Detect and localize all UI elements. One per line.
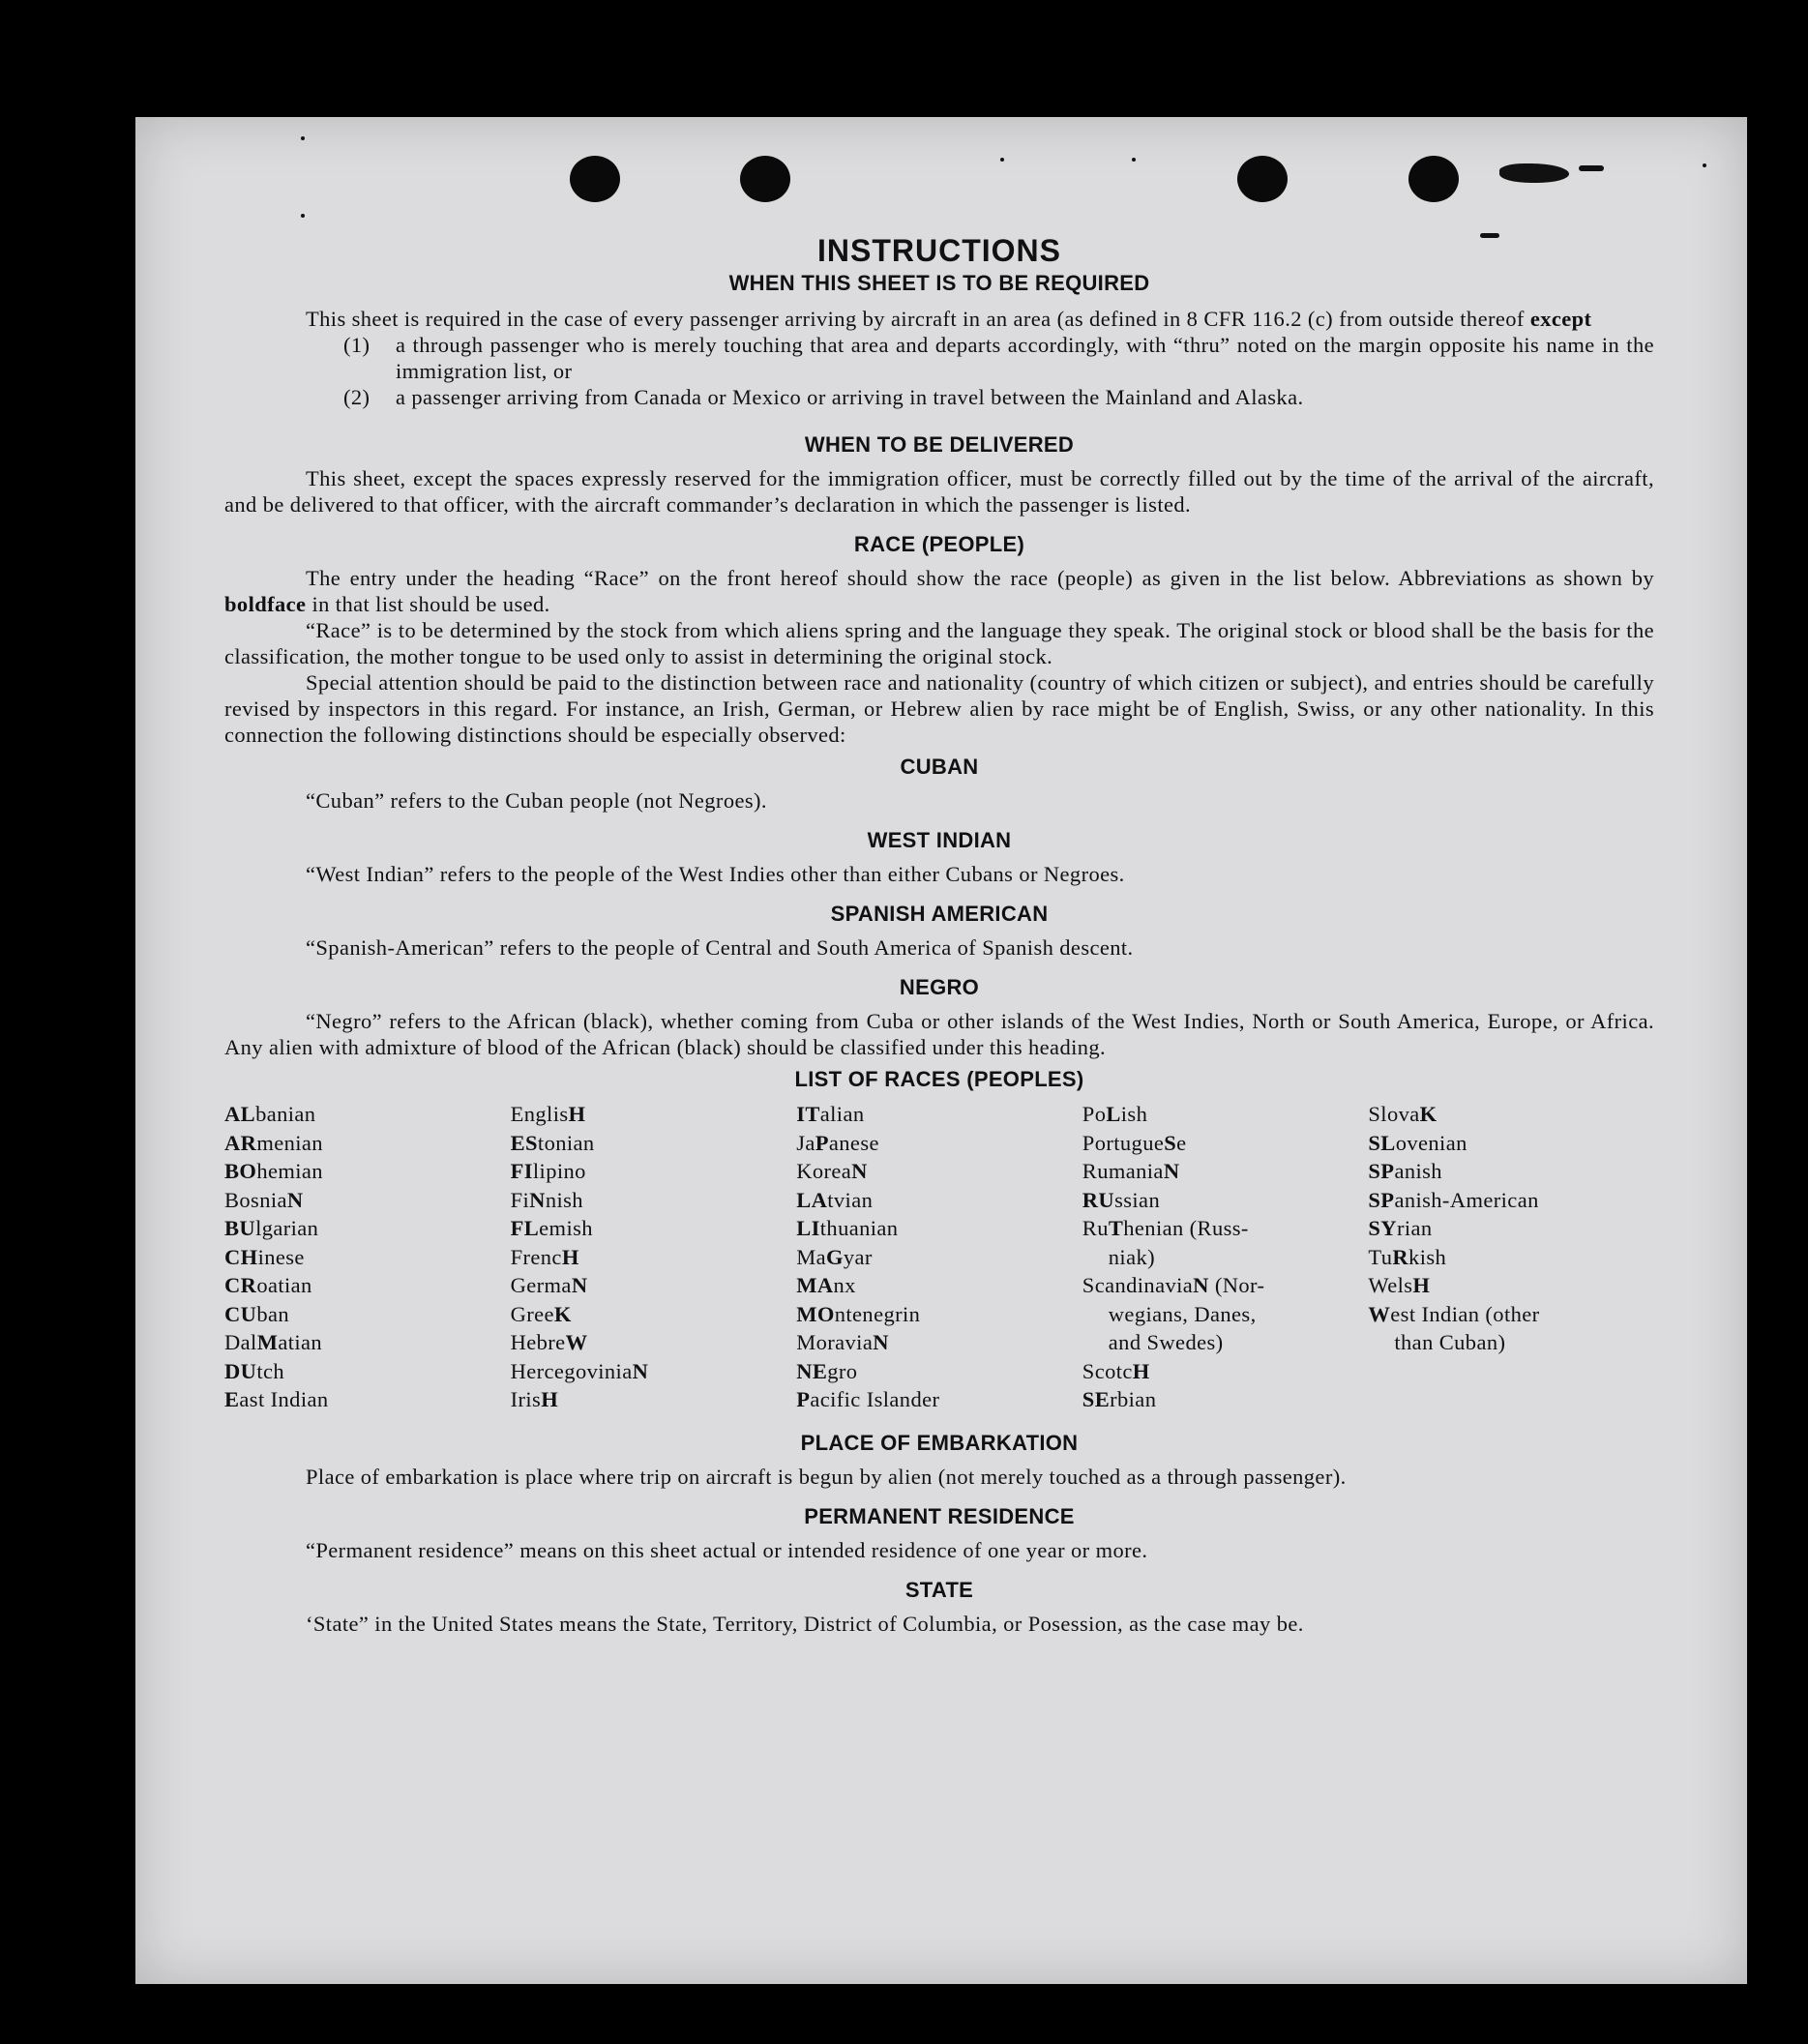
race-item: MaGyar xyxy=(796,1244,873,1269)
delivered-text: This sheet, except the spaces expressly reserved for the immigration officer, must be correctly filled out by the time of the arrival of the aircraft, and be delivered to that officer, with the aircraft commander’s declaration in which the passenger is listed. xyxy=(224,466,1654,517)
race-item: MAnx xyxy=(796,1273,856,1297)
punch-hole xyxy=(740,156,790,202)
race-p1-text-end: in that list should be used. xyxy=(306,592,550,616)
race-item: LAtvian xyxy=(796,1187,874,1212)
race-item: than Cuban) xyxy=(1394,1330,1506,1354)
race-item: RuThenian (Russ- xyxy=(1082,1216,1249,1240)
race-item: FrencH xyxy=(510,1244,579,1269)
race-item: SlovaK xyxy=(1368,1102,1438,1126)
race-item: SErbian xyxy=(1082,1387,1157,1411)
race-item: West Indian (other xyxy=(1368,1301,1540,1326)
race-item: NEgro xyxy=(796,1358,858,1383)
ink-blot xyxy=(1499,163,1569,183)
heading-embarkation: PLACE OF EMBARKATION xyxy=(800,1430,1079,1455)
speck xyxy=(1000,158,1004,162)
race-p1-bold: boldface xyxy=(224,592,307,616)
race-item: niak) xyxy=(1108,1244,1156,1269)
required-intro-text: This sheet is required in the case of every passenger arriving by aircraft in an area (as defined in 8 CFR 116.2 (c) from outside thereof xyxy=(306,307,1530,331)
page-title: INSTRUCTIONS xyxy=(817,233,1061,268)
race-item: TuRkish xyxy=(1368,1244,1447,1269)
heading-west-indian: WEST INDIAN xyxy=(867,828,1012,852)
residence-text: “Permanent residence” means on this sheet actual or intended residence of one year or more. xyxy=(306,1537,1148,1562)
punch-hole xyxy=(1237,156,1288,202)
race-item: JaPanese xyxy=(796,1130,879,1155)
race-item: RumaniaN xyxy=(1082,1159,1180,1183)
race-item: SLovenian xyxy=(1368,1130,1467,1155)
race-item: ALbanian xyxy=(224,1102,316,1126)
heading-negro: NEGRO xyxy=(899,975,980,999)
race-item: ARmenian xyxy=(224,1130,323,1155)
race-item: WelsH xyxy=(1368,1273,1431,1297)
required-intro-bold: except xyxy=(1529,307,1592,331)
race-item: DalMatian xyxy=(224,1330,323,1354)
heading-list-of-races: LIST OF RACES (PEOPLES) xyxy=(794,1067,1084,1091)
heading-permanent-residence: PERMANENT RESIDENCE xyxy=(804,1503,1075,1528)
race-item: SPanish xyxy=(1368,1159,1442,1183)
race-item: EnglisH xyxy=(510,1102,586,1126)
race-column xyxy=(1082,1100,1369,1414)
item-text: a passenger arriving from Canada or Mexico or arriving in travel between the Mainland and Alaska. xyxy=(396,385,1304,409)
race-item: RUssian xyxy=(1082,1187,1161,1212)
negro-text: “Negro” refers to the African (black), whether coming from Cuba or other islands of the West Indies, North or South America, Europe, or Africa. Any alien with admixture of blood of the African (black) should be classified under this heading. xyxy=(224,1009,1654,1059)
race-item: and Swedes) xyxy=(1108,1330,1224,1354)
race-list xyxy=(224,1100,1654,1414)
race-item: GreeK xyxy=(510,1301,572,1326)
race-item: FIlipino xyxy=(510,1159,586,1183)
west-indian-text: “West Indian” refers to the people of the West Indies other than either Cubans or Negroes. xyxy=(306,862,1125,886)
race-column xyxy=(511,1100,797,1414)
race-item: BUlgarian xyxy=(224,1216,319,1240)
race-item: East Indian xyxy=(224,1387,329,1411)
instructions-content xyxy=(224,233,1654,1637)
race-column xyxy=(224,1100,511,1414)
punch-hole xyxy=(1408,156,1459,202)
race-p1-text: The entry under the heading “Race” on the front hereof should show the race (people) as given in the list below. Abbreviations as shown by xyxy=(306,566,1654,590)
item-number: (1) xyxy=(343,333,370,357)
punch-hole xyxy=(570,156,620,202)
race-item: CRoatian xyxy=(224,1273,312,1297)
race-item: PoLish xyxy=(1082,1102,1148,1126)
required-item-1 xyxy=(224,332,1654,384)
race-item: PortugueSe xyxy=(1082,1130,1187,1155)
race-item: EStonian xyxy=(510,1130,595,1155)
document-sheet xyxy=(135,117,1747,1984)
race-item: CHinese xyxy=(224,1244,305,1269)
race-paragraph-1 xyxy=(224,565,1654,617)
cuban-text: “Cuban” refers to the Cuban people (not Negroes). xyxy=(306,788,767,813)
race-item: FLemish xyxy=(510,1216,593,1240)
race-item: HebreW xyxy=(510,1330,588,1354)
heading-spanish-american: SPANISH AMERICAN xyxy=(830,902,1049,926)
item-number: (2) xyxy=(343,385,370,409)
race-item: HercegoviniaN xyxy=(510,1358,649,1383)
race-item: KoreaN xyxy=(796,1159,868,1183)
race-item: wegians, Danes, xyxy=(1108,1301,1257,1326)
heading-race: RACE (PEOPLE) xyxy=(853,532,1025,556)
race-item: MoraviaN xyxy=(796,1330,889,1354)
race-paragraph-2: “Race” is to be determined by the stock from which aliens spring and the language they speak. The original stock or blood shall be the basis for the classification, the mother tongue to be used only to assist in determining the original stock. xyxy=(224,618,1654,668)
required-item-2 xyxy=(224,384,1654,410)
race-item: MOntenegrin xyxy=(796,1301,921,1326)
race-item: BosniaN xyxy=(224,1187,304,1212)
race-item: IrisH xyxy=(510,1387,559,1411)
race-paragraph-3: Special attention should be paid to the distinction between race and nationality (country of which citizen or subject), and entries should be carefully revised by inspectors in this regard. For instance, an Irish, German, or Hebrew alien by race might be of English, Swiss, or any other nationality. In this connection the following distinctions should be especially observed: xyxy=(224,670,1654,747)
ink-blot xyxy=(1579,165,1604,171)
race-item: FiNnish xyxy=(510,1187,583,1212)
embarkation-text: Place of embarkation is place where trip on aircraft is begun by alien (not merely touched as a through passenger). xyxy=(306,1464,1347,1489)
race-item: LIthuanian xyxy=(796,1216,899,1240)
speck xyxy=(1703,163,1706,167)
race-item: Pacific Islander xyxy=(796,1387,940,1411)
race-item: SYrian xyxy=(1368,1216,1433,1240)
heading-delivered: WHEN TO BE DELIVERED xyxy=(804,432,1075,457)
speck xyxy=(301,136,305,140)
race-column xyxy=(796,1100,1082,1414)
heading-cuban: CUBAN xyxy=(900,755,979,779)
race-item: ScotcH xyxy=(1082,1358,1150,1383)
race-item: CUban xyxy=(224,1301,289,1326)
heading-required: WHEN THIS SHEET IS TO BE REQUIRED xyxy=(728,271,1150,295)
race-item: ScandinaviaN (Nor- xyxy=(1082,1273,1265,1297)
race-item: GermaN xyxy=(510,1273,588,1297)
speck xyxy=(301,214,305,218)
race-column xyxy=(1368,1100,1654,1414)
required-intro xyxy=(224,306,1654,332)
heading-state: STATE xyxy=(904,1577,974,1602)
race-item: BOhemian xyxy=(224,1159,323,1183)
speck xyxy=(1132,158,1136,162)
race-item: SPanish-American xyxy=(1368,1187,1539,1212)
race-item: ITalian xyxy=(796,1102,865,1126)
race-item: DUtch xyxy=(224,1358,285,1383)
item-text: a through passenger who is merely touching that area and departs accordingly, with “thru” noted on the margin opposite his name in the immigration list, or xyxy=(396,333,1654,383)
spanish-american-text: “Spanish-American” refers to the people of Central and South America of Spanish descent. xyxy=(306,935,1134,960)
state-text: ‘State” in the United States means the State, Territory, District of Columbia, or Posession, as the case may be. xyxy=(306,1611,1304,1636)
